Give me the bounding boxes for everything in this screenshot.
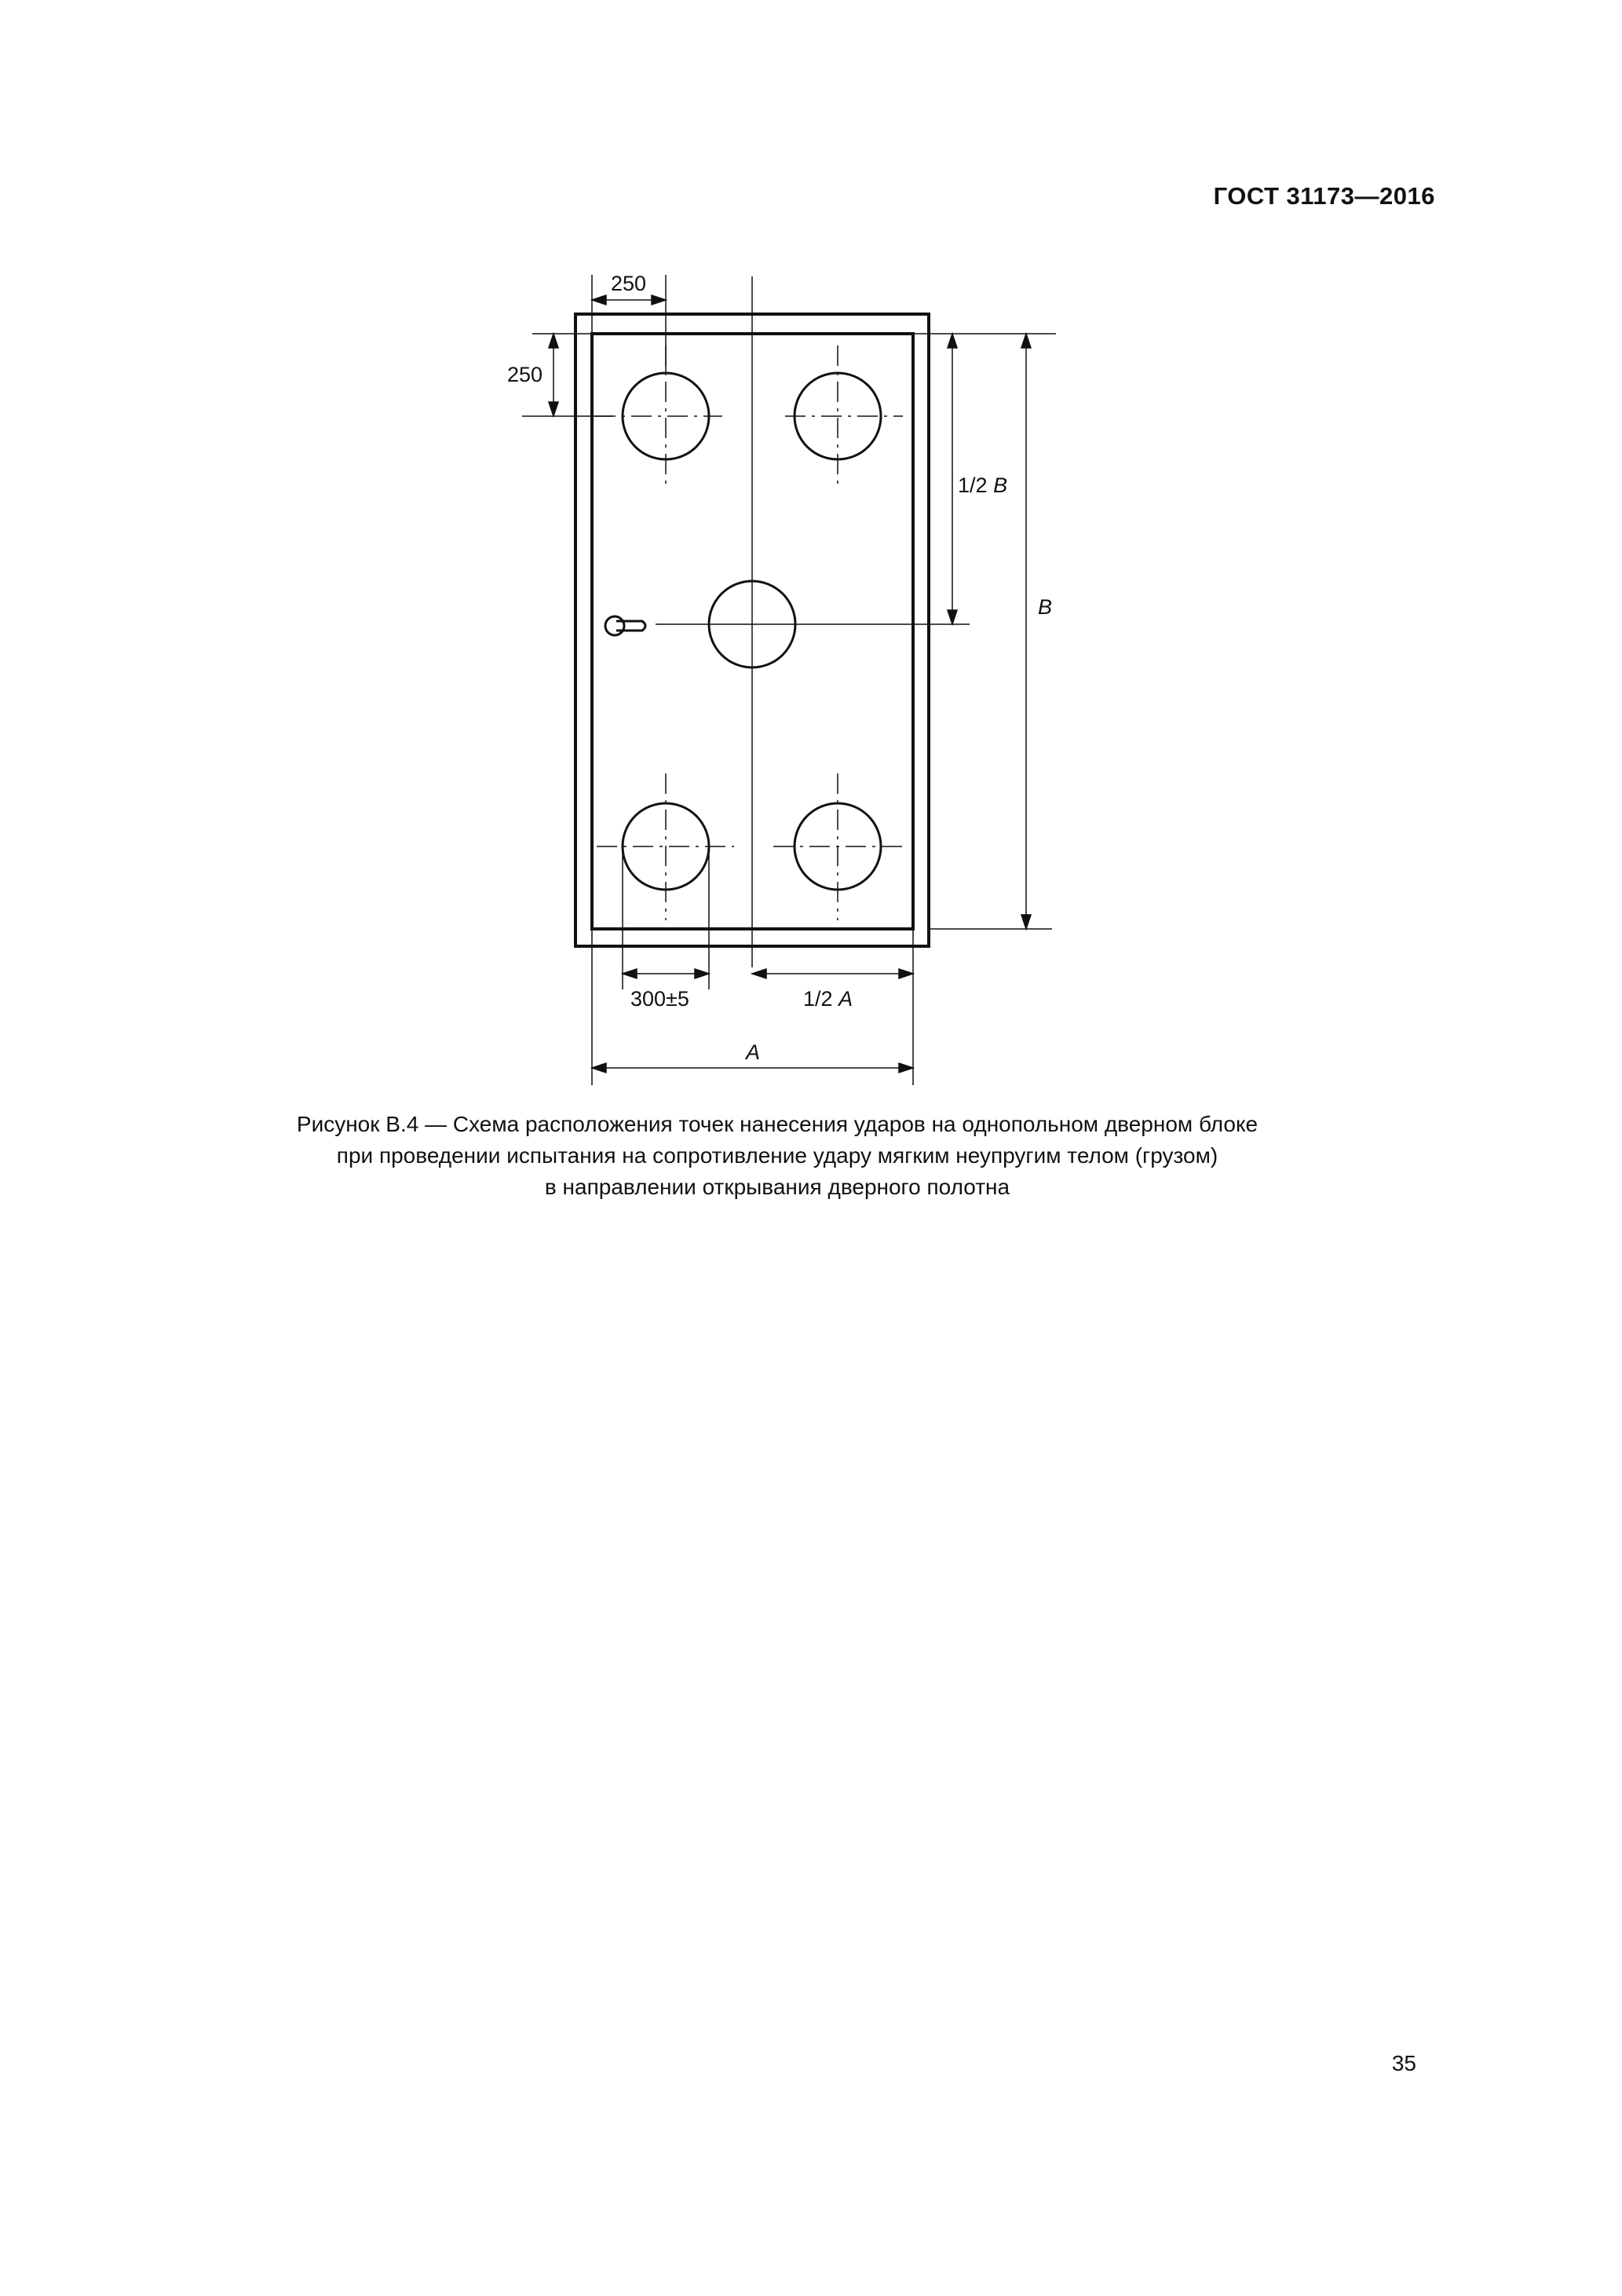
caption-line-1: Рисунок В.4 — Схема расположения точек нанесения ударов на однопольном дверном блоке <box>296 1112 1259 1136</box>
figure-caption <box>204 1109 1350 1203</box>
dim-left-offset-label: 250 <box>611 272 647 295</box>
dim-half-height-label: 1/2 В <box>958 473 1008 497</box>
standard-header: ГОСТ 31173—2016 <box>1213 182 1435 210</box>
caption-line-2: при проведении испытания на сопротивление удару мягким неупругим телом (грузом) <box>336 1143 1218 1168</box>
caption-line-3: в направлении открывания дверного полотна <box>544 1175 1010 1199</box>
dim-circle-spacing-label: 300±5 <box>630 987 689 1011</box>
dim-half-width-label: 1/2 А <box>803 987 853 1011</box>
page-number: 35 <box>1391 2051 1416 2075</box>
dim-top-offset-label: 250 <box>507 363 543 386</box>
dim-full-width-label: А <box>746 1040 761 1064</box>
door-handle-icon <box>605 616 645 635</box>
dimension-full-height <box>929 334 1052 929</box>
dim-full-height-label: В <box>1038 595 1053 619</box>
circle-centerlines <box>595 345 903 920</box>
